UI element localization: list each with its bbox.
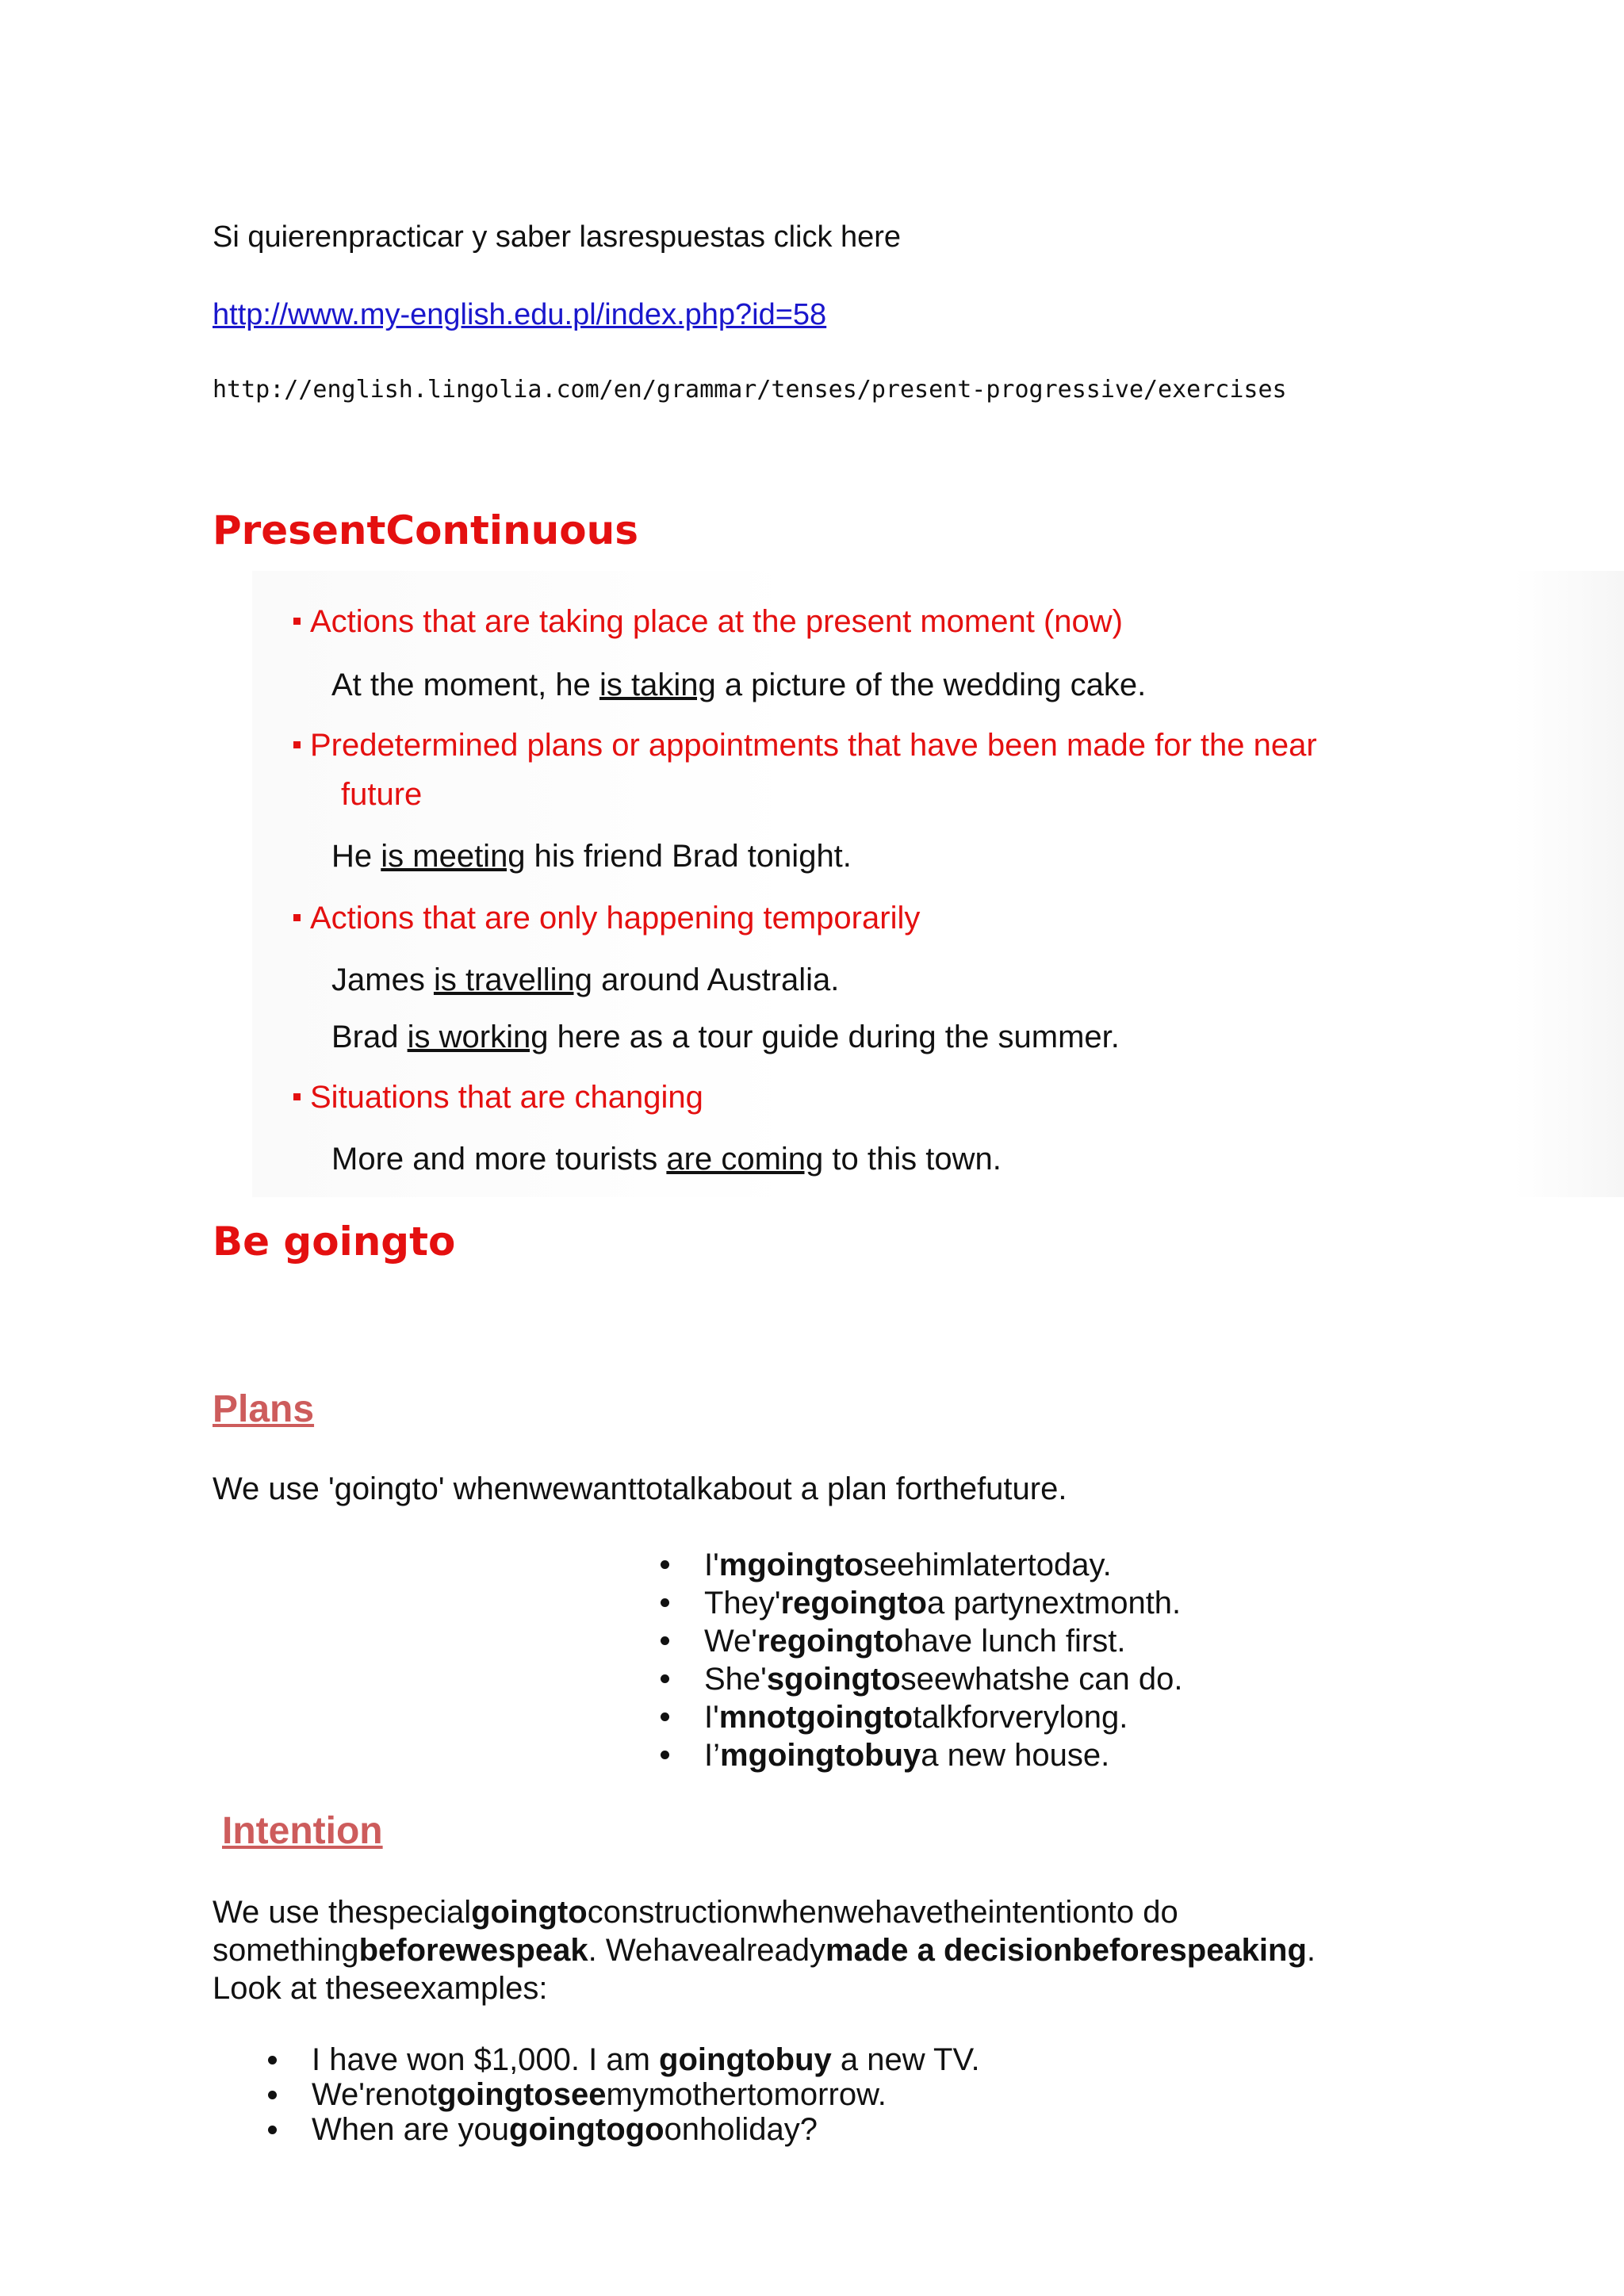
bullet-dot-icon: [661, 1636, 669, 1645]
square-bullet-icon: [293, 1093, 301, 1100]
bullet-dot-icon: [268, 2056, 277, 2064]
exercise-link-my-english[interactable]: http://www.my-english.edu.pl/index.php?id=58: [213, 298, 827, 331]
intention-paragraph: We use thespecialgoingtoconstructionwhenwehavetheintentionto do somethingbeforewespeak. Wehavealreadymade a decisionbeforespeaking. Look at theseexamples:: [213, 1895, 1316, 2006]
pc-rule-1: Actions that are taking place at the present moment (now): [293, 604, 1123, 640]
list-item: I'mgoingtoseehimlatertoday.: [704, 1546, 1182, 1584]
list-item: I have won $1,000. I am goingtobuy a new TV.: [312, 2042, 980, 2077]
square-bullet-icon: [293, 618, 301, 625]
square-bullet-icon: [293, 741, 301, 748]
bullet-dot-icon: [268, 2126, 277, 2134]
list-item: I’mgoingtobuya new house.: [704, 1736, 1182, 1774]
intro-text: Si quierenpracticar y saber lasrespuestas click here: [213, 220, 902, 254]
bullet-dot-icon: [661, 1674, 669, 1683]
bullet-dot-icon: [268, 2091, 277, 2099]
pc-rule-2-continued: future: [341, 777, 423, 812]
intention-examples-list: [312, 2042, 980, 2147]
list-item: She'sgoingtoseewhatshe can do.: [704, 1660, 1182, 1698]
bullet-dot-icon: [661, 1598, 669, 1607]
list-item: We'renotgoingtoseemymothertomorrow.: [312, 2077, 980, 2112]
pc-rule-2: Predetermined plans or appointments that have been made for the near: [293, 728, 1317, 763]
intention-heading: Intention: [222, 1810, 383, 1852]
pc-example-2: He is meeting his friend Brad tonight.: [331, 839, 852, 874]
be-going-to-heading: Be goingto: [213, 1219, 456, 1265]
list-item: We'regoingtohave lunch first.: [704, 1622, 1182, 1660]
pc-example-3: James is travelling around Australia.: [331, 962, 840, 997]
plans-examples-list: [704, 1546, 1182, 1774]
pc-example-1: At the moment, he is taking a picture of the wedding cake.: [331, 668, 1147, 702]
pc-example-4: Brad is working here as a tour guide during the summer.: [331, 1020, 1120, 1054]
exercise-link-lingolia: http://english.lingolia.com/en/grammar/tenses/present-progressive/exercises: [213, 376, 1287, 404]
bullet-dot-icon: [661, 1560, 669, 1569]
pc-rule-4: Situations that are changing: [293, 1080, 703, 1115]
plans-intro: We use 'goingto' whenwewanttotalkabout a plan forthefuture.: [213, 1471, 1067, 1506]
bullet-dot-icon: [661, 1751, 669, 1759]
square-bullet-icon: [293, 914, 301, 921]
list-item: They'regoingtoa partynextmonth.: [704, 1584, 1182, 1622]
pc-rule-3: Actions that are only happening temporarily: [293, 901, 920, 936]
bullet-dot-icon: [661, 1712, 669, 1721]
present-continuous-heading: PresentContinuous: [213, 507, 638, 553]
pc-example-5: More and more tourists are coming to this town.: [331, 1142, 1002, 1177]
list-item: I'mnotgoingtotalkforverylong.: [704, 1698, 1182, 1736]
list-item: When are yougoingtogoonholiday?: [312, 2112, 980, 2147]
plans-heading: Plans: [213, 1388, 315, 1430]
